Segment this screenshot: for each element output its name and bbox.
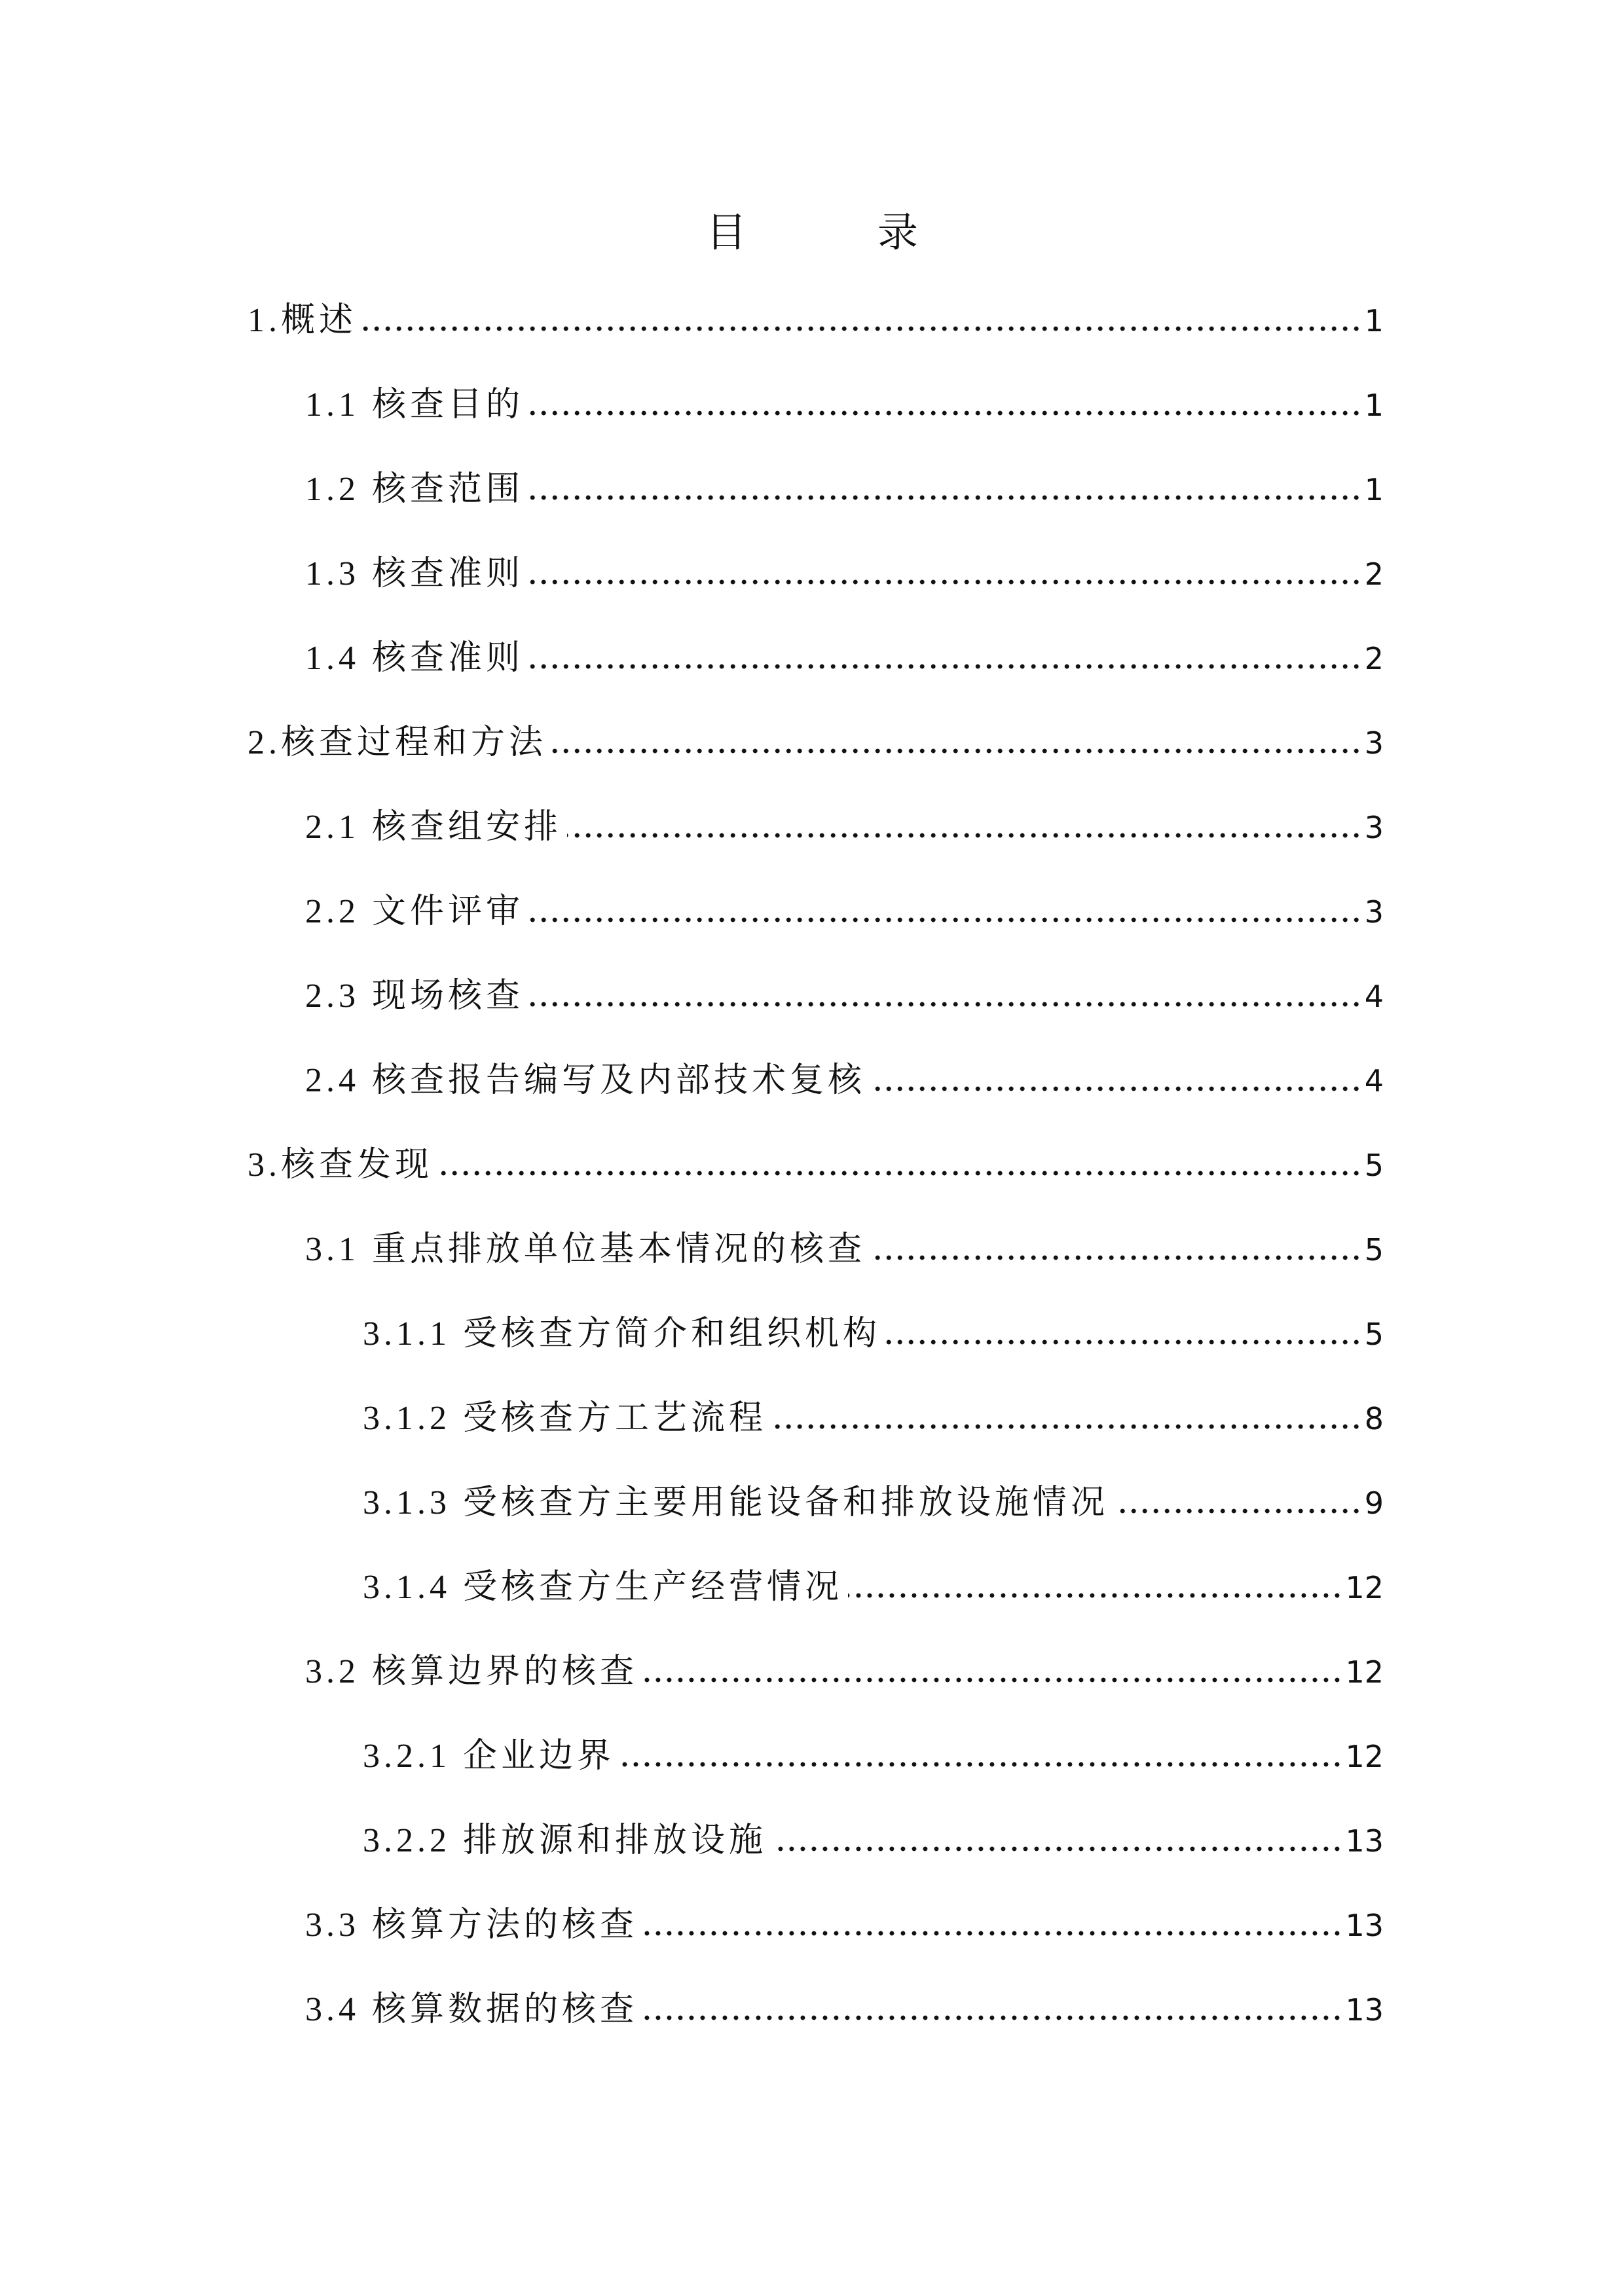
toc-entry[interactable] xyxy=(363,1464,1384,1523)
dot-leader xyxy=(529,578,1362,586)
toc-entry[interactable] xyxy=(305,1211,1384,1269)
toc-entry-label: 1.3 核查准则 xyxy=(305,555,525,592)
toc-entry[interactable] xyxy=(305,873,1384,932)
dot-leader xyxy=(529,409,1362,417)
dot-leader xyxy=(643,2014,1342,2022)
toc-entry[interactable] xyxy=(305,450,1384,509)
toc-entry-page: 2 xyxy=(1364,556,1384,592)
toc-entry[interactable] xyxy=(248,704,1384,763)
dot-leader xyxy=(772,1845,1342,1853)
toc-entry-label: 3.3 核算方法的核查 xyxy=(305,1906,638,1944)
toc-entry-label: 1.4 核查准则 xyxy=(305,640,525,677)
toc-entry-label: 2.2 文件评审 xyxy=(305,893,525,930)
dot-leader xyxy=(529,663,1362,670)
toc-entry[interactable] xyxy=(305,957,1384,1016)
toc-entry-page: 12 xyxy=(1345,1654,1384,1690)
toc-entry[interactable] xyxy=(305,1633,1384,1692)
toc-entry-label: 3.2 核算边界的核查 xyxy=(305,1653,638,1690)
toc-entry-page: 3 xyxy=(1364,810,1384,845)
toc-entry-label: 3.2.2 排放源和排放设施 xyxy=(363,1822,767,1859)
toc-entry-page: 5 xyxy=(1364,1148,1384,1183)
toc-entry-page: 3 xyxy=(1364,725,1384,761)
toc-entry[interactable] xyxy=(305,788,1384,847)
dot-leader xyxy=(848,1592,1342,1599)
toc-entry[interactable] xyxy=(305,1886,1384,1945)
toc-entry-label: 2.3 现场核查 xyxy=(305,977,525,1015)
dot-leader xyxy=(643,1929,1342,1937)
toc-entry-page: 5 xyxy=(1364,1232,1384,1267)
toc-entry-label: 1.概述 xyxy=(248,302,358,339)
toc-entry[interactable] xyxy=(248,282,1384,340)
toc-entry-label: 2.1 核查组安排 xyxy=(305,809,563,846)
toc-entry[interactable] xyxy=(305,1971,1384,2030)
toc-entry[interactable] xyxy=(363,1379,1384,1438)
toc-entry-label: 3.1.3 受核查方主要用能设备和排放设施情况 xyxy=(363,1484,1109,1522)
toc-entry-page: 4 xyxy=(1364,979,1384,1014)
toc-entry-label: 3.1.2 受核查方工艺流程 xyxy=(363,1400,767,1437)
toc-entry[interactable] xyxy=(363,1548,1384,1607)
toc-entry[interactable] xyxy=(305,619,1384,678)
toc-entry-label: 1.2 核查范围 xyxy=(305,471,525,508)
page-title: 目 录 xyxy=(706,208,977,256)
toc-entry-label: 3.4 核算数据的核查 xyxy=(305,1991,638,2028)
toc-entry[interactable] xyxy=(363,1802,1384,1861)
toc-entry-page: 1 xyxy=(1364,388,1384,423)
toc-entry-label: 3.1.1 受核查方简介和组织机构 xyxy=(363,1315,881,1353)
toc-entry-page: 9 xyxy=(1364,1485,1384,1521)
dot-leader xyxy=(529,1000,1362,1008)
dot-leader xyxy=(871,1085,1362,1093)
toc-entry-label: 3.1 重点排放单位基本情况的核查 xyxy=(305,1231,866,1268)
toc-entry-page: 1 xyxy=(1364,303,1384,338)
toc-entry[interactable] xyxy=(305,1042,1384,1101)
toc-entry-label: 3.2.1 企业边界 xyxy=(363,1738,616,1775)
toc-entry[interactable] xyxy=(363,1295,1384,1354)
toc-entry-label: 2.核查过程和方法 xyxy=(248,724,547,761)
dot-leader xyxy=(1114,1507,1362,1515)
dot-leader xyxy=(438,1169,1362,1177)
dot-leader xyxy=(620,1760,1342,1768)
dot-leader xyxy=(643,1676,1342,1684)
toc-entry-page: 8 xyxy=(1364,1401,1384,1436)
toc-entry-page: 2 xyxy=(1364,641,1384,676)
toc-entry[interactable] xyxy=(363,1717,1384,1776)
toc-entry-label: 1.1 核查目的 xyxy=(305,386,525,424)
toc-entry-page: 12 xyxy=(1345,1570,1384,1605)
dot-leader xyxy=(552,747,1362,755)
toc-entry-page: 5 xyxy=(1364,1317,1384,1352)
toc-entry[interactable] xyxy=(248,1126,1384,1185)
toc-entry-page: 13 xyxy=(1345,1992,1384,2028)
toc-entry-label: 3.核查发现 xyxy=(248,1146,434,1184)
dot-leader xyxy=(529,916,1362,924)
dot-leader xyxy=(529,494,1362,501)
toc-entry-label: 3.1.4 受核查方生产经营情况 xyxy=(363,1569,843,1606)
toc-entry-page: 1 xyxy=(1364,472,1384,507)
toc-entry[interactable] xyxy=(305,535,1384,594)
dot-leader xyxy=(567,831,1362,839)
toc-entry[interactable] xyxy=(305,366,1384,425)
toc-entry-label: 2.4 核查报告编写及内部技术复核 xyxy=(305,1062,866,1099)
toc-entry-page: 13 xyxy=(1345,1823,1384,1859)
toc-entry-page: 12 xyxy=(1345,1739,1384,1774)
dot-leader xyxy=(772,1423,1362,1430)
dot-leader xyxy=(871,1254,1362,1262)
dot-leader xyxy=(886,1338,1362,1346)
dot-leader xyxy=(362,325,1362,333)
toc-entry-page: 4 xyxy=(1364,1063,1384,1099)
toc-entry-page: 3 xyxy=(1364,894,1384,930)
toc-entry-page: 13 xyxy=(1345,1908,1384,1943)
